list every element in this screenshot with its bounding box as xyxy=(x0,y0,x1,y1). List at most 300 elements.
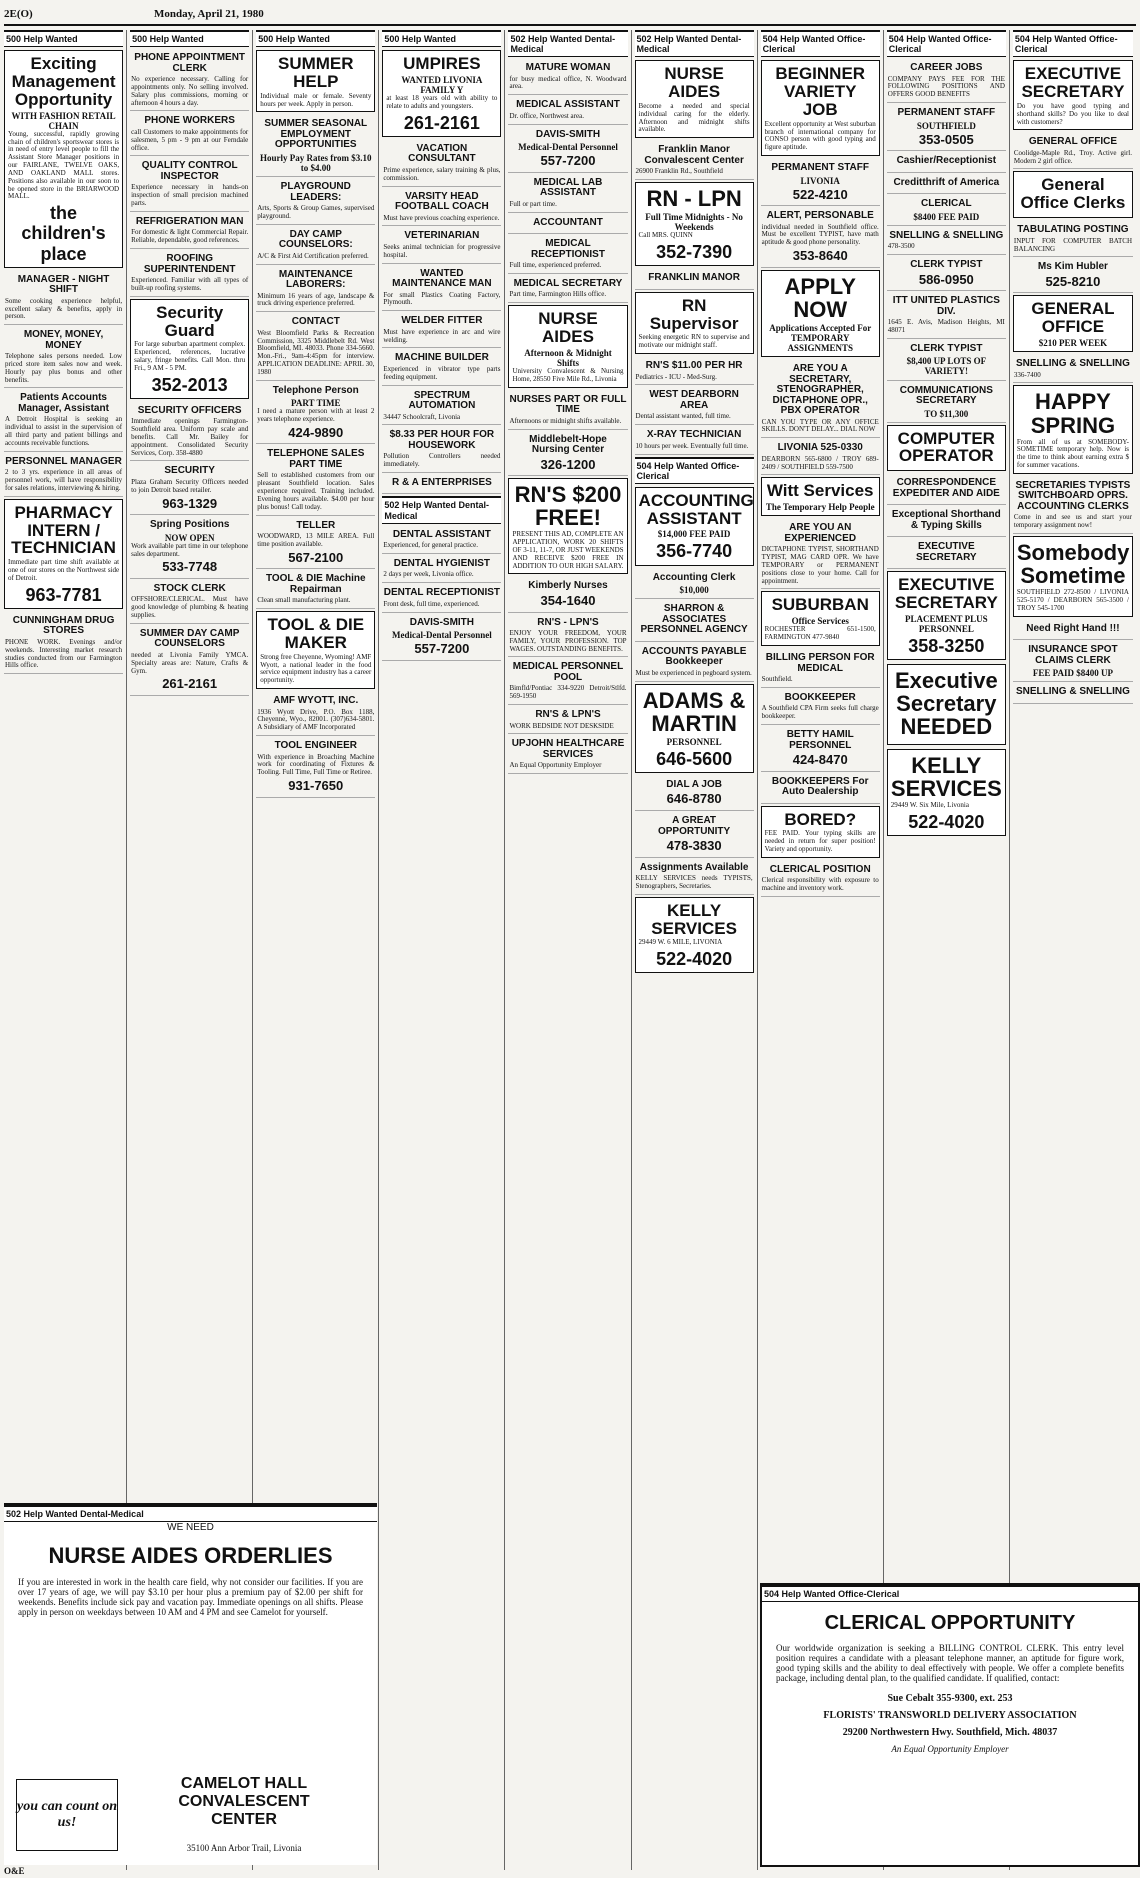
classified-ad xyxy=(761,650,880,688)
ad-body: A/C & First Aid Certification preferred. xyxy=(257,251,369,260)
ad-headline: Accounting Clerk xyxy=(652,571,736,583)
classified-ad xyxy=(635,860,754,895)
ad-phone: 352-2013 xyxy=(151,374,228,395)
ad-subheadline: $8,400 UP LOTS OF VARIETY! xyxy=(906,356,987,377)
classified-ad xyxy=(256,50,375,112)
ad-phone: 261-2161 xyxy=(403,112,480,133)
ad-body: Our worldwide organization is seeking a BILLING CONTROL CLERK. This entry level position requires a candidate with a pleasant telephone manner, an aptitude for figure work, good typing skills and the ability to deal effectively with people. We offer a complete benefits package, including dental plan, to the qualified candidate. If qualified, contact: xyxy=(776,1643,1124,1683)
nurse-aides-ad xyxy=(4,1503,377,1865)
ad-headline: WEST DEARBORN AREA xyxy=(649,389,739,411)
ad-body: Minimum 16 years of age, landscape & truck driving experience preferred. xyxy=(257,291,375,308)
ad-headline: KELLY SERVICES xyxy=(890,752,1002,801)
ad-headline: ROOFING SUPERINTENDENT xyxy=(143,253,236,275)
ad-headline: PERMANENT STAFF xyxy=(771,162,869,173)
ad-headline: SNELLING & SNELLING xyxy=(1015,686,1130,698)
ad-phone: 931-7650 xyxy=(288,778,344,794)
classified-ad xyxy=(1013,642,1133,682)
ad-headline: BOOKKEEPER xyxy=(784,691,856,703)
ad-headline: $8.33 PER HOUR FOR HOUSEWORK xyxy=(389,429,495,451)
classified-ad xyxy=(382,475,501,495)
classified-ad xyxy=(1013,385,1133,474)
ad-subheadline: FEE PAID $8400 UP xyxy=(1032,668,1113,679)
ad-body: For domestic & light Commercial Repair. Reliable, dependable, good references. xyxy=(131,228,249,245)
classified-ad xyxy=(382,527,501,554)
section-header: 504 Help Wanted Office-Clerical xyxy=(761,30,880,57)
ad-body: Full or part time. xyxy=(509,199,557,208)
ad-body: 10 hours per week. Eventually full time. xyxy=(635,441,749,450)
ad-subheadline: TO $11,300 xyxy=(924,408,969,419)
ad-body: OFFSHORE/CLERICAL. Must have good knowledge of plumbing & heating supplies. xyxy=(131,595,249,620)
classified-ad xyxy=(1013,478,1133,534)
classified-ad xyxy=(382,388,501,426)
ad-organization: CAMELOT HALL CONVALESCENT CENTER xyxy=(178,1775,310,1828)
classified-ad xyxy=(887,341,1006,381)
ad-body: University Convalescent & Nursing Home, 28550 Five Mile Rd., Livonia xyxy=(512,367,624,383)
ad-headline: NURSE AIDES xyxy=(538,309,598,347)
ad-headline: A GREAT OPPORTUNITY xyxy=(657,815,731,837)
ad-headline: MEDICAL RECEPTIONIST xyxy=(531,238,605,260)
ad-headline: RN'S & LPN'S xyxy=(535,709,601,721)
classified-ad xyxy=(4,50,123,268)
classified-ad xyxy=(130,581,249,624)
classified-ad xyxy=(887,539,1006,569)
ad-headline: WELDER FITTER xyxy=(401,315,483,327)
ad-body: Sell to established customers from our pleasant Southfield location. Sales experience required. Training included. Evening hours available. $4.00 per hour plus bonus! Call today. xyxy=(257,471,375,511)
ad-body: Experienced in vibrator type parts feeding equipment. xyxy=(383,364,501,381)
classified-ad xyxy=(382,313,501,348)
classified-ad xyxy=(1013,60,1133,130)
ad-headline: CLERICAL POSITION xyxy=(769,863,871,875)
ad-subheadline: $10,000 xyxy=(679,585,709,596)
classified-ad xyxy=(256,446,375,515)
classified-ad xyxy=(130,626,249,696)
ad-headline: SECURITY xyxy=(164,465,215,477)
ad-body: Become a needed and special individual caring for the elderly. Afternoon and midnight shifts available. xyxy=(638,101,750,134)
classified-ad xyxy=(761,60,880,156)
ad-headline: MEDICAL ASSISTANT xyxy=(516,99,620,111)
classified-ad xyxy=(761,862,880,897)
classified-ad xyxy=(130,517,249,579)
ad-headline: BOOKKEEPERS For Auto Dealership xyxy=(771,775,869,798)
page-date: Monday, April 21, 1980 xyxy=(154,8,264,20)
classified-ad xyxy=(887,507,1006,537)
ad-body: at least 18 years old with ability to relate to adults and youngsters. xyxy=(386,94,498,110)
classified-ad xyxy=(256,571,375,609)
classified-ad xyxy=(130,158,249,211)
classified-ad xyxy=(382,266,501,312)
ad-address: 35100 Ann Arbor Trail, Livonia xyxy=(186,1843,302,1853)
classified-ad xyxy=(256,314,375,380)
ad-body: I need a mature person with at least 2 years telephone experience. xyxy=(257,407,375,424)
classified-ad xyxy=(635,487,754,566)
ad-headline: TELLER xyxy=(296,519,336,531)
section-header: 504 Help Wanted Office-Clerical xyxy=(762,1585,1138,1602)
classified-ad xyxy=(130,50,249,111)
ad-phone: 353-8640 xyxy=(792,248,848,264)
ad-phone: 586-0950 xyxy=(918,271,974,287)
ad-headline: TOOL & DIE Machine Repairman xyxy=(265,573,366,595)
classified-ad xyxy=(887,257,1006,291)
ad-headline: EXECUTIVE SECRETARY xyxy=(1021,64,1125,101)
ad-headline: SECRETARIES TYPISTS SWITCHBOARD OPRS. ACCOUNTING CLERKS xyxy=(1015,479,1131,512)
classified-ad xyxy=(256,267,375,313)
ad-headline: RN Supervisor xyxy=(649,295,739,333)
classified-ad xyxy=(761,477,880,516)
ad-headline: X-RAY TECHNICIAN xyxy=(646,429,742,441)
ad-body: If you are interested in work in the health care field, why not consider our facilities. If you are over 17 years of age, we will pay $3.10 per hour plus a premium pay of $2.00 per shift for weekends. Benefits include sick pay and vacation pay. Immediate openings on all shifts. Please apply in person on weekdays between 10 AM and 4 PM and see Camelot for yourself. xyxy=(18,1577,363,1617)
ad-headline: SNELLING & SNELLING xyxy=(1015,358,1130,370)
classified-ad xyxy=(761,208,880,268)
classified-ad xyxy=(635,387,754,425)
ad-headline: Security Guard xyxy=(156,302,224,340)
ad-body: Prime experience, salary training & plus, commission. xyxy=(383,165,501,182)
ad-headline: DAVIS-SMITH xyxy=(409,616,475,628)
classified-ad xyxy=(382,615,501,661)
section-header: 504 Help Wanted Office-Clerical xyxy=(887,30,1006,57)
ad-body: 2 to 3 yrs. experience in all areas of personnel work, will have responsibility for sales relations, interviewing & hiring. xyxy=(5,468,123,492)
ad-headline: MEDICAL LAB ASSISTANT xyxy=(533,176,603,199)
ad-subheadline: $14,000 FEE PAID xyxy=(657,529,731,540)
ad-subheadline: $210 PER WEEK xyxy=(1038,338,1108,349)
ad-headline: GENERAL OFFICE xyxy=(1028,136,1118,148)
classified-ad xyxy=(635,777,754,811)
ad-headline: LIVONIA 525-0330 xyxy=(777,442,863,454)
classified-ad xyxy=(635,813,754,858)
ad-body: No experience necessary. Calling for appointments only. No selling involved. Salary plus commissions, morning or afternoon 4 hours a day. xyxy=(131,75,249,107)
ad-headline: MEDICAL PERSONNEL POOL xyxy=(512,661,624,683)
classified-ad xyxy=(508,578,627,612)
classified-ad xyxy=(382,141,501,187)
classified-ad xyxy=(256,738,375,798)
classified-ad xyxy=(635,427,754,454)
ad-headline: VETERINARIAN xyxy=(404,230,480,242)
classified-ad xyxy=(508,615,627,658)
section-header: 502 Help Wanted Dental-Medical xyxy=(508,30,627,57)
ad-headline: EXECUTIVE SECRETARY xyxy=(894,575,998,613)
classified-ad xyxy=(761,727,880,772)
classified-ad xyxy=(761,270,880,357)
classified-ad xyxy=(1013,134,1133,169)
classified-ad xyxy=(130,251,249,297)
ad-headline: TOOL & DIE MAKER xyxy=(267,615,365,652)
ad-headline: VARSITY HEAD FOOTBALL COACH xyxy=(395,190,489,213)
ad-phone: 557-7200 xyxy=(540,153,596,169)
ad-address: 29200 Northwestern Hwy. Southfield, Mich. 48037 xyxy=(842,1727,1058,1738)
ad-subheadline: PERSONNEL xyxy=(666,736,722,747)
ad-phone: 261-2161 xyxy=(162,676,218,692)
ad-body: KELLY SERVICES needs TYPISTS, Stenographers, Secretaries. xyxy=(635,874,753,890)
ad-body: West Bloomfield Parks & Recreation Commission, 3325 Middlebelt Rd. West Bloomfield, MI. 48033. Phone 334-5660. Mon.-Fri., 9am-4:45pm for interview. APPLICATION DEADLINE: APRIL 30, 1980 xyxy=(257,328,375,376)
ad-headline: Executive Secretary NEEDED xyxy=(894,668,998,740)
ad-headline: BETTY HAMIL PERSONNEL xyxy=(786,729,854,751)
ad-headline: VACATION CONSULTANT xyxy=(408,142,476,165)
ad-headline: ARE YOU AN EXPERIENCED xyxy=(784,522,857,544)
ad-body: Experienced, for general practice. xyxy=(383,541,478,550)
ad-subheadline: Office Services xyxy=(791,616,849,627)
classified-ad xyxy=(1013,356,1133,383)
ad-phone: 354-1640 xyxy=(540,592,596,608)
ad-body: Must be experienced in pegboard system. xyxy=(635,668,752,677)
classified-ad xyxy=(761,160,880,206)
ad-body: From all of us at SOMEBODY-SOMETIME temporary help. Now is the time to think about earning extra $ for summer vacations. xyxy=(1016,437,1129,470)
classified-ad xyxy=(887,153,1006,173)
ad-body: Dental assistant wanted, full time. xyxy=(635,412,731,421)
classified-ad xyxy=(4,327,123,388)
classified-ad xyxy=(508,736,627,774)
ad-body: An Equal Opportunity Employer xyxy=(509,761,602,770)
ad-headline: STOCK CLERK xyxy=(153,582,226,594)
classified-ad xyxy=(256,116,375,177)
ad-headline: CLERICAL xyxy=(921,198,972,210)
ad-headline: R & A ENTERPRISES xyxy=(391,476,492,488)
ad-headline: SUMMER DAY CAMP COUNSELORS xyxy=(139,627,240,650)
classified-ad xyxy=(761,806,880,858)
classified-ad xyxy=(508,97,627,124)
ad-headline: ALERT, PERSONABLE xyxy=(766,210,874,222)
ad-eoe: An Equal Opportunity Employer xyxy=(891,1744,1009,1754)
classified-ad xyxy=(382,585,501,612)
ad-headline: Cashier/Receptionist xyxy=(896,155,997,167)
ad-phone: 963-1329 xyxy=(162,495,218,511)
ad-subheadline: Medical-Dental Personnel xyxy=(518,142,618,153)
classified-ad xyxy=(508,60,627,95)
ad-body: Plaza Graham Security Officers needed to join Detroit based retailer. xyxy=(131,477,249,494)
classified-ad xyxy=(4,613,123,674)
ad-headline: APPLY NOW xyxy=(784,273,856,322)
ad-kicker: WE NEED xyxy=(167,1522,214,1533)
classified-ad xyxy=(635,644,754,682)
ad-phone: 525-8210 xyxy=(1045,273,1101,289)
classified-ad xyxy=(382,228,501,263)
ad-headline: KELLY SERVICES xyxy=(651,900,737,938)
ad-body: WORK BEDSIDE NOT DESKSIDE xyxy=(509,721,614,730)
ad-headline: ACCOUNTING ASSISTANT xyxy=(638,490,754,528)
classified-ad xyxy=(508,305,627,388)
ad-phone: 353-0505 xyxy=(918,131,974,147)
classified-ad xyxy=(1013,536,1133,617)
classified-ad xyxy=(635,601,754,642)
ad-headline: RN'S $200 FREE! xyxy=(514,482,622,531)
classified-ad xyxy=(508,127,627,173)
classified-ad xyxy=(635,270,754,290)
ad-body: Strong free Cheyenne, Wyoming! AMF Wyott, a national leader in the food service equipment industry has a career opportunity. xyxy=(260,652,372,685)
ad-body: Southfield. xyxy=(761,675,793,684)
ad-phone: 646-8780 xyxy=(666,791,722,807)
ad-body: PHONE WORK. Evenings and/or weekends. Interesting market research studies conducted from our Farmington Hills office. xyxy=(5,637,123,670)
ad-body: ENJOY YOUR FREEDOM, YOUR FAMILY, YOUR PROFESSION. TOP WAGES. OUTSTANDING BENEFITS. xyxy=(509,629,627,653)
ad-body: Do you have good typing and shorthand skills? Do you like to deal with customers? xyxy=(1016,101,1129,126)
ad-headline: SNELLING & SNELLING xyxy=(889,229,1004,241)
ad-body: A Detroit Hospital is seeking an individual to assist in the supervision of all third party and patient billings and accounts receivable functions. xyxy=(5,415,123,447)
ad-body: Immediate part time shift available at one of our stores on the Northwest side of Detroit. xyxy=(8,558,120,582)
ad-body: DEARBORN 565-6800 / TROY 689-2409 / SOUTHFIELD 559-7500 xyxy=(761,454,879,471)
ad-body: Young, successful, rapidly growing chain of children's sportswear stores is in need of entry level people to fill the Assistant Store Manager positions in our FAIRLANE, TWELVE OAKS, AND OAKLAND MALL stores. Positions also available in our soon to be opened store in the BRIARWOOD MALL. xyxy=(8,129,120,201)
ad-headline: CONTACT xyxy=(291,316,340,328)
ad-phone: 646-5600 xyxy=(656,748,733,769)
ad-headline: NURSE AIDES xyxy=(664,64,724,101)
classified-ad xyxy=(887,293,1006,339)
ad-headline: CORRESPONDENCE EXPEDITER AND AIDE xyxy=(892,477,1000,499)
classified-ad xyxy=(130,299,249,399)
ad-headline: SPECTRUM AUTOMATION xyxy=(408,389,476,411)
ad-body: Bimfld/Pontiac 334-9220 Detroit/Stlfd. 569-1950 xyxy=(509,684,627,701)
classified-ad xyxy=(761,520,880,589)
classified-ad xyxy=(1013,295,1133,352)
classified-ad xyxy=(887,664,1006,744)
ad-headline: DAVIS-SMITH xyxy=(535,128,601,140)
ad-subheadline: SOUTHFIELD xyxy=(916,120,976,131)
ad-headline: BILLING PERSON FOR MEDICAL xyxy=(765,652,875,674)
ad-phone: 352-7390 xyxy=(656,242,733,263)
ad-headline: RN - LPN xyxy=(646,185,742,211)
ad-headline: DENTAL ASSISTANT xyxy=(392,528,491,540)
ad-body: With experience in Broaching Machine work for coordinating of Fixtures & Tooling. Full Time, Full Time or Retiree. xyxy=(257,752,375,777)
ad-headline: INSURANCE SPOT CLAIMS CLERK xyxy=(1028,644,1118,666)
classified-ad xyxy=(130,214,249,249)
ad-body: Coolidge-Maple Rd., Troy. Active girl. Modern 2 girl office. xyxy=(1013,148,1132,165)
ad-headline: DIAL A JOB xyxy=(666,778,722,790)
section-header: 500 Help Wanted xyxy=(382,30,501,47)
classified-ad xyxy=(1013,222,1133,257)
ad-headline: Telephone Person xyxy=(272,384,359,396)
ad-headline: CLERK TYPIST xyxy=(910,342,983,354)
ad-headline: HAPPY SPRING xyxy=(1030,389,1116,438)
classified-ad xyxy=(887,475,1006,505)
classified-ad xyxy=(635,60,754,138)
classified-ad xyxy=(761,440,880,475)
classified-ad xyxy=(635,358,754,385)
ad-body: Excellent opportunity at West suburban branch of international company for CONSO person with good typing and figure aptitude. xyxy=(764,119,876,152)
ad-body: Pediatrics - ICU - Med-Surg. xyxy=(635,372,717,381)
ad-body: PRESENT THIS AD, COMPLETE AN APPLICATION, WORK 20 SHIFTS OF 3-11, 11-7, OR JUST WEEKENDS AND RECEIVE $200 FREE IN ADDITION TO OUR HIGH SALARY. xyxy=(512,530,624,570)
section-header: 502 Help Wanted Dental-Medical xyxy=(4,1505,377,1522)
ad-headline: Witt Services xyxy=(766,481,874,501)
column xyxy=(635,30,758,1870)
ad-headline: Need Right Hand !!! xyxy=(1026,622,1120,634)
ad-body: COMPANY PAYS FEE FOR THE FOLLOWING POSITIONS AND OFFERS GOOD BENEFITS xyxy=(887,74,1005,99)
classified-ad xyxy=(635,570,754,600)
classified-ad xyxy=(4,499,123,609)
classified-ad xyxy=(508,478,627,574)
ad-headline: MACHINE BUILDER xyxy=(394,352,489,364)
classified-ad xyxy=(887,196,1006,226)
ad-body: Part time, Farmington Hills office. xyxy=(509,290,607,299)
section-header: 500 Help Wanted xyxy=(256,30,375,47)
ad-body: Clerical responsibility with exposure to machine and inventory work. xyxy=(761,876,879,893)
ad-headline: TELEPHONE SALES PART TIME xyxy=(267,448,365,470)
ad-body: Seeks animal technician for progressive hospital. xyxy=(383,242,501,259)
ad-phone: 424-8470 xyxy=(792,752,848,768)
section-header: 502 Help Wanted Dental-Medical xyxy=(382,496,501,523)
classified-ad xyxy=(130,403,249,462)
classified-ad xyxy=(635,182,754,266)
ad-body: FEE PAID. Your typing skills are needed in return for super position! Variety and opportunity. xyxy=(764,829,876,854)
classified-ad xyxy=(1013,259,1133,293)
classified-ad xyxy=(887,175,1006,195)
ad-contact: Sue Cebalt 355-9300, ext. 253 xyxy=(887,1693,1013,1704)
ad-subheadline: The Temporary Help People xyxy=(765,502,875,513)
ad-headline: SHARRON & ASSOCIATES PERSONNEL AGENCY xyxy=(640,603,748,636)
ad-body: for busy medical office, N. Woodward area. xyxy=(509,74,627,91)
ad-body: 1645 E. Avis, Madison Heights, MI 48071 xyxy=(887,318,1005,335)
ad-phone: 567-2100 xyxy=(288,549,344,565)
ad-headline: BORED? xyxy=(784,809,857,829)
ad-headline: RN'S $11.00 PER HR xyxy=(645,360,743,372)
ad-headline: Somebody Sometime xyxy=(1016,540,1130,589)
column xyxy=(508,30,631,1870)
ad-subheadline: WANTED LIVONIA FAMILY Y xyxy=(401,74,483,95)
ad-headline: MAINTENANCE LABORERS: xyxy=(278,268,353,291)
classified-ad xyxy=(382,427,501,473)
ad-body: Experience necessary in hands-on inspection of small precision machined parts. xyxy=(131,183,249,208)
ad-headline: General Office Clerks xyxy=(1020,175,1126,213)
ad-body: 26900 Franklin Rd., Southfield xyxy=(635,167,723,176)
ad-subheadline: LIVONIA xyxy=(800,175,840,186)
ad-headline: EXECUTIVE SECRETARY xyxy=(916,541,977,563)
ad-body: 1936 Wyott Drive, P.O. Box 1188, Cheyenne, Wyo., 82001. (307)634-5801. A Subsidiary of AMF Incorporated xyxy=(257,707,375,732)
classified-ad xyxy=(635,292,754,354)
ad-body: needed at Livonia Family YMCA. Specialty areas are: Nature, Crafts & Gym. xyxy=(131,650,249,675)
ad-body: Come in and see us and start your temporary assignment now! xyxy=(1013,513,1132,530)
ad-headline: ITT UNITED PLASTICS DIV. xyxy=(892,295,1000,317)
ad-headline: CLERICAL OPPORTUNITY xyxy=(824,1612,1076,1634)
ad-body: WOODWARD, 13 MILE AREA. Full time position available. xyxy=(257,532,375,548)
classified-ad xyxy=(1013,171,1133,218)
ad-body: individual needed in Southfield office. Must be excellent TYPIST, have math aptitude & good phone personality. xyxy=(761,222,879,247)
ad-body: Full time, experienced preferred. xyxy=(509,261,602,270)
ad-headline: FRANKLIN MANOR xyxy=(648,272,740,284)
ad-subheadline: $8400 FEE PAID xyxy=(913,211,980,222)
ad-phone: 533-7748 xyxy=(162,559,218,575)
camelot-logo: you can count on us! xyxy=(16,1779,118,1851)
ad-headline: TOOL ENGINEER xyxy=(274,740,357,752)
classified-ad xyxy=(887,228,1006,255)
ad-body: Must have previous coaching experience. xyxy=(383,213,500,222)
classified-ad xyxy=(256,518,375,570)
ad-body: ROCHESTER 651-1500, FARMINGTON 477-9840 xyxy=(764,625,876,642)
ad-headline: CAREER JOBS xyxy=(910,62,983,74)
ad-body: 478-3500 xyxy=(887,242,915,251)
classified-ad xyxy=(508,659,627,705)
classified-ad xyxy=(761,591,880,646)
ad-headline: SUBURBAN xyxy=(771,595,869,615)
classified-ad xyxy=(508,276,627,303)
ad-body: 336-7400 xyxy=(1013,370,1041,379)
ad-headline: Franklin Manor Convalescent Center xyxy=(644,144,744,166)
masthead xyxy=(4,4,1136,26)
classified-ad xyxy=(761,361,880,438)
section-header: 502 Help Wanted Dental-Medical xyxy=(635,30,754,57)
classified-ad xyxy=(887,383,1006,423)
classified-ad xyxy=(887,60,1006,103)
ad-body: A Southfield CPA Firm seeks full charge bookkeeper. xyxy=(761,704,879,721)
classified-ad xyxy=(1013,621,1133,641)
ad-headline: MONEY, MONEY, MONEY xyxy=(23,329,104,351)
ad-headline: Exceptional Shorthand & Typing Skills xyxy=(891,509,1001,531)
ad-subheadline: Afternoon & Midnight Shifts xyxy=(524,347,612,369)
ad-subheadline: NOW OPEN xyxy=(164,532,215,543)
ad-headline: Assignments Available xyxy=(639,861,749,873)
classified-ad xyxy=(635,897,754,974)
ad-phone: 326-1200 xyxy=(540,456,596,472)
ad-headline: NURSES PART OR FULL TIME xyxy=(509,393,627,416)
classified-ad xyxy=(256,693,375,736)
classified-ad xyxy=(4,272,123,325)
classified-ad xyxy=(130,463,249,515)
ad-headline: AMF WYOTT, INC. xyxy=(273,695,359,707)
ad-headline: WANTED MAINTENANCE MAN xyxy=(392,267,492,290)
ad-headline: PERMANENT STAFF xyxy=(897,107,996,119)
